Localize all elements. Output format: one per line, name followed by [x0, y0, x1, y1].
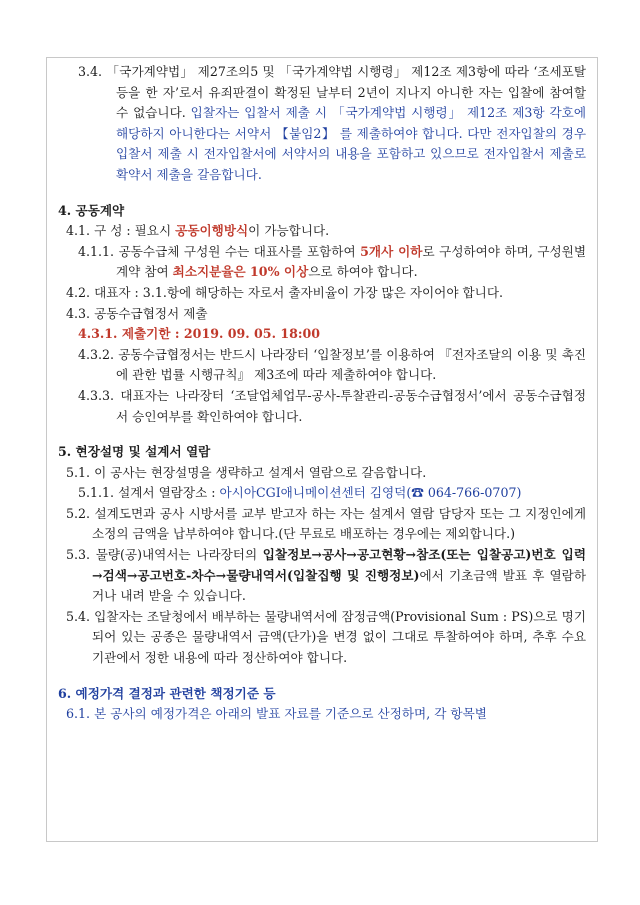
clause-5-2 [58, 504, 586, 545]
clause-number: 5.4. [66, 608, 91, 624]
clause-text: 이 공사는 현장설명을 생략하고 설계서 열람으로 갈음합니다. [94, 464, 427, 480]
clause-4-1 [58, 221, 586, 242]
clause-3-4 [58, 62, 586, 186]
clause-text: 대표자 : 3.1.항에 해당하는 자로서 출자비율이 가장 많은 자이어야 합니다. [94, 284, 504, 300]
clause-5-3 [58, 545, 586, 607]
clause-4-3-2 [58, 345, 586, 386]
clause-text: 본 공사의 예정가격은 아래의 발표 자료를 기준으로 산정하며, 각 항목별 [94, 706, 487, 722]
clause-4-2 [58, 283, 586, 304]
clause-5-1-1 [58, 483, 586, 504]
clause-number: 4.1. [66, 223, 91, 239]
clause-number: 5.3. [66, 547, 91, 563]
clause-text-highlight: 입찰자는 입찰서 제출 시 「국가계약법 시행령」 제12조 제3항 각호에 해당하지 아니한다는 서약서 【붙임2】 를 제출하여야 합니다. 다만 전자입찰의 경우 입찰서 제출 시 전자입찰서에 서약서의 내용을 포함하고 있으므로 전자입찰서 제출로 확약서 제출을 갈음합니다. [116, 105, 587, 182]
clause-4-3-1 [58, 324, 586, 345]
document-body [58, 62, 586, 725]
highlight-text: 입찰정보→공사→공고현황→참조(또는 입찰공고)번호 입력→검색→공고번호-차수→물량내역서(입찰집행 및 진행정보) [92, 547, 586, 583]
clause-number: 5.2. [66, 505, 91, 521]
clause-number: 4.3. [66, 305, 91, 321]
section-6-title: 6. 예정가격 결정과 관련한 책정기준 등 [58, 685, 276, 701]
clause-text: 구 성 : 필요시 [94, 223, 176, 239]
clause-text: 입찰자는 조달청에서 배부하는 물량내역서에 잠정금액(Provisional Sum : PS)으로 명기되어 있는 공종은 물량내역서 금액(단가)을 변경 없이 그대로 투찰하여야 하며, 추후 수요기관에서 정한 내용에 따라 정산하여야 합니다. [92, 608, 586, 666]
clause-5-1 [58, 463, 586, 484]
section-5-title: 5. 현장설명 및 설계서 열람 [58, 444, 211, 460]
clause-number: 3.4. [78, 64, 103, 79]
clause-text: 설계서 열람장소 : [118, 485, 220, 501]
clause-text: 대표자는 나라장터 ‘조달업체업무-공사-투찰관리-공동수급협정서’에서 공동수급협정서 승인여부를 확인하여야 합니다. [116, 387, 586, 424]
clause-text: 공동수급협정서는 반드시 나라장터 ‘입찰정보’를 이용하여 『전자조달의 이용 및 촉진에 관한 법률 시행규칙』 제3조에 따라 제출하여야 합니다. [116, 346, 586, 383]
clause-text: 공동수급체 구성원 수는 대표사를 포함하여 [118, 243, 361, 259]
highlight-text: 아시아CGI애니메이션센터 김영덕(☎ 064-766-0707) [219, 485, 522, 501]
clause-4-3 [58, 304, 586, 325]
clause-text: 「국가계약법」 제27조의5 및 「국가계약법 시행령」 제12조 제3항에 따라 ‘조세포탈 등을 한 자’로서 유죄판결이 확정된 날부터 2년이 지나지 아니한 자는 입찰에 참여할 수 없습니다. [106, 64, 586, 121]
clause-text: 물량(공)내역서는 나라장터의 [95, 547, 263, 563]
clause-number: 4.3.2. [78, 346, 115, 362]
clause-text: 이 가능합니다. [248, 223, 330, 239]
clause-number: 6.1. [66, 706, 91, 722]
clause-6-1 [58, 704, 586, 725]
clause-text: 제출기한 : 2019. 09. 05. 18:00 [121, 326, 321, 342]
clause-text: 으로 하여야 합니다. [308, 264, 418, 280]
clause-text: 로 구성하여야 하며, 구성원별 계약 참여 [116, 243, 587, 280]
section-4-title: 4. 공동계약 [58, 202, 125, 218]
clause-number: 5.1. [66, 464, 91, 480]
clause-number: 5.1.1. [78, 485, 115, 501]
highlight-text: 5개사 이하 [360, 243, 423, 259]
highlight-text: 최소지분율은 10% 이상 [172, 264, 309, 280]
clause-number: 4.1.1. [78, 243, 115, 259]
clause-4-3-3 [58, 386, 586, 427]
highlight-text: 공동이행방식 [175, 223, 249, 239]
clause-4-1-1 [58, 242, 586, 283]
clause-number: 4.2. [66, 284, 91, 300]
clause-text: 공동수급협정서 제출 [94, 305, 208, 321]
clause-text: 에서 기초금액 발표 후 열람하거나 내려 받을 수 있습니다. [92, 567, 587, 604]
clause-5-4 [58, 607, 586, 669]
clause-number: 4.3.1. [78, 326, 118, 342]
clause-text: 설계도면과 공사 시방서를 교부 받고자 하는 자는 설계서 열람 담당자 또는 그 지정인에게 소정의 금액을 납부하여야 합니다.(단 무료로 배포하는 경우에는 제외합니다.) [92, 505, 586, 542]
clause-number: 4.3.3. [78, 387, 115, 403]
